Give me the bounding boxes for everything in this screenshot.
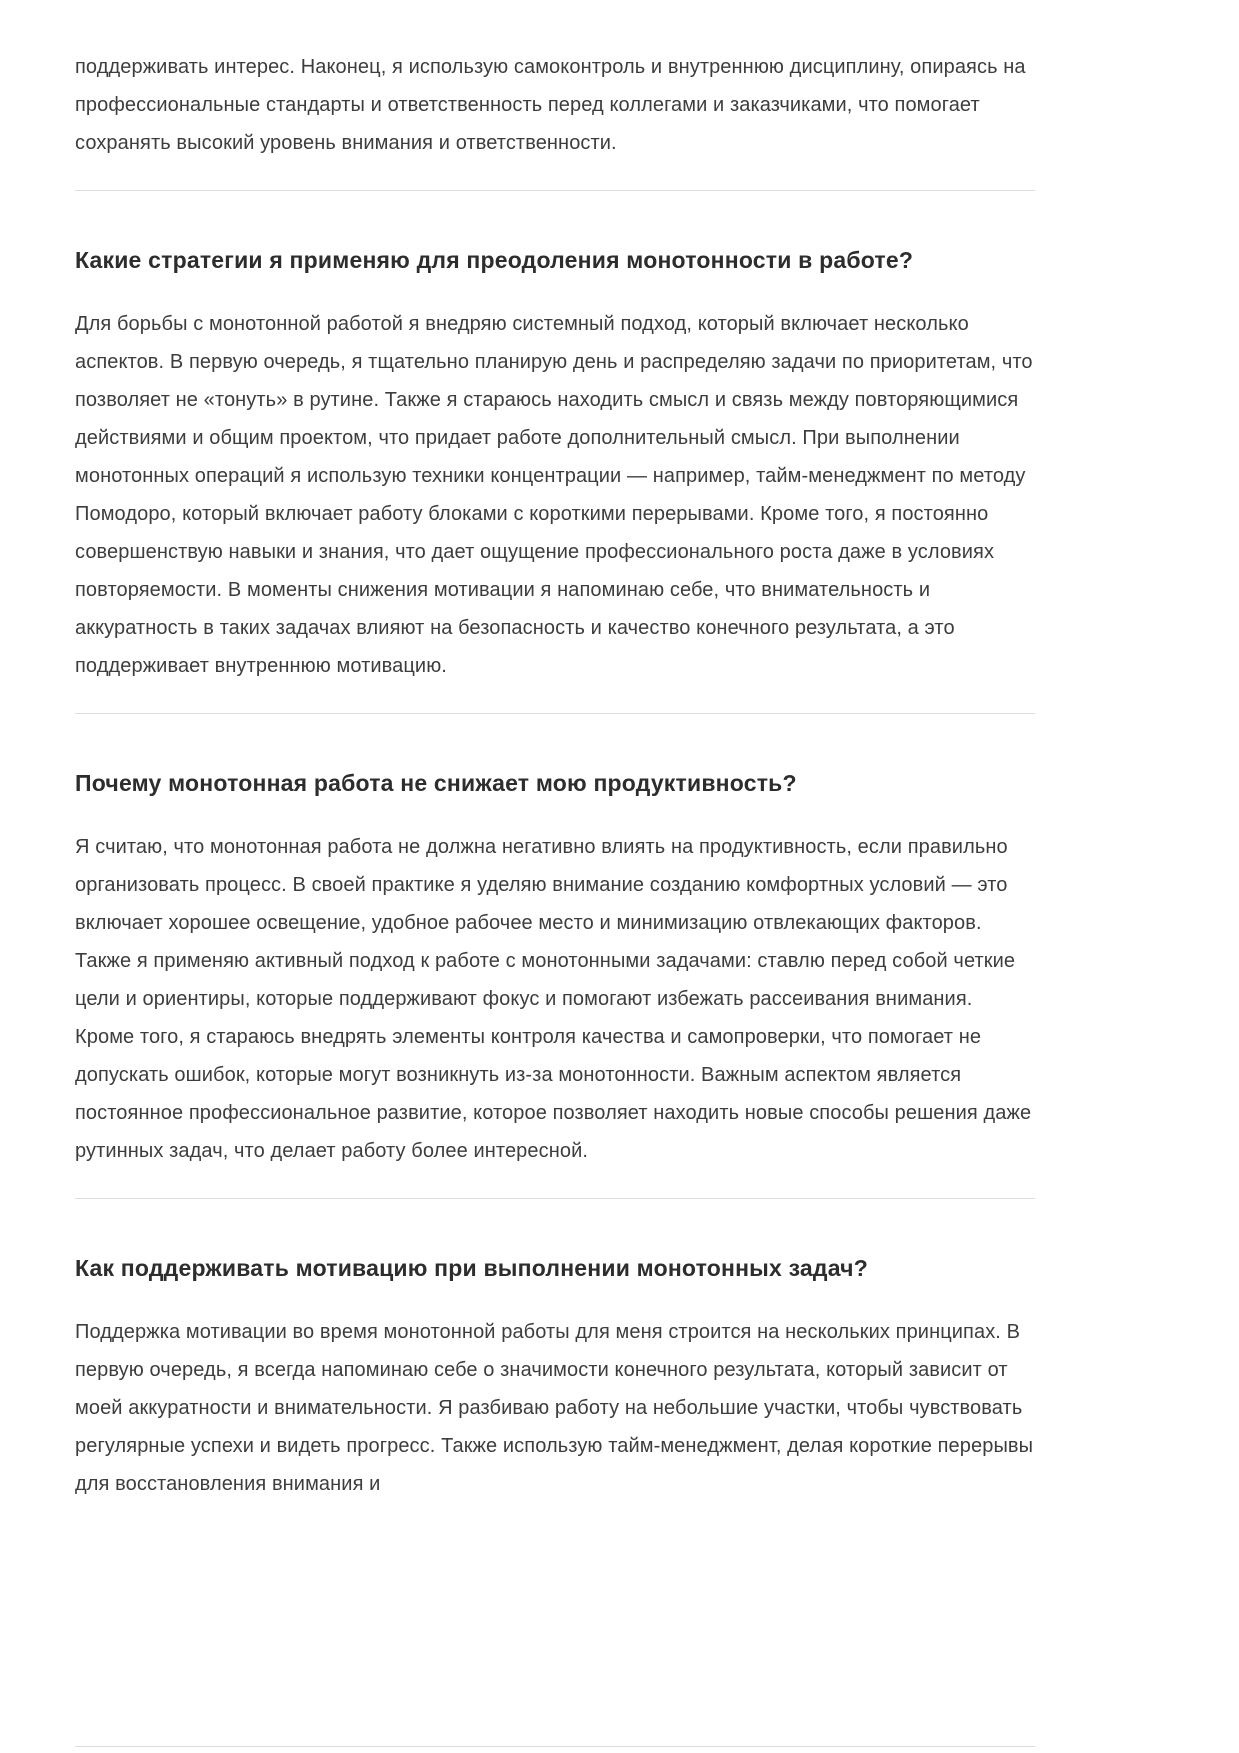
section-strategies	[75, 245, 1035, 685]
section-paragraph: Для борьбы с монотонной работой я внедряю системный подход, который включает несколько аспектов. В первую очередь, я тщательно планирую день и распределяю задачи по приоритетам, что позволяет не «тонуть» в рутине. Также я стараюсь находить смысл и связь между повторяющимися действиями и общим проектом, что придает работе дополнительный смысл. При выполнении монотонных операций я использую техники концентрации — например, тайм-менеджмент по методу Помодоро, который включает работу блоками с короткими перерывами. Кроме того, я постоянно совершенствую навыки и знания, что дает ощущение профессионального роста даже в условиях повторяемости. В моменты снижения мотивации я напоминаю себе, что внимательность и аккуратность в таких задачах влияют на безопасность и качество конечного результата, а это поддерживает внутреннюю мотивацию.	[75, 313, 1033, 677]
section-heading: Какие стратегии я применяю для преодоления монотонности в работе?	[75, 247, 914, 273]
intro-paragraph: поддерживать интерес. Наконец, я использую самоконтроль и внутреннюю дисциплину, опираясь на профессиональные стандарты и ответственность перед коллегами и заказчиками, что помогает сохранять высокий уровень внимания и ответственности.	[75, 56, 1026, 154]
bottom-divider	[75, 1746, 1035, 1747]
section-paragraph: Я считаю, что монотонная работа не должна негативно влиять на продуктивность, если правильно организовать процесс. В своей практике я уделяю внимание созданию комфортных условий — это включает хорошее освещение, удобное рабочее место и минимизацию отвлекающих факторов. Также я применяю активный подход к работе с монотонными задачами: ставлю перед собой четкие цели и ориентиры, которые поддерживают фокус и помогают избежать рассеивания внимания. Кроме того, я стараюсь внедрять элементы контроля качества и самопроверки, что помогает не допускать ошибок, которые могут возникнуть из-за монотонности. Важным аспектом является постоянное профессиональное развитие, которое позволяет находить новые способы решения даже рутинных задач, что делает работу более интересной.	[75, 836, 1032, 1162]
section-heading: Как поддерживать мотивацию при выполнении монотонных задач?	[75, 1255, 868, 1281]
section-productivity	[75, 768, 1035, 1170]
section-heading: Почему монотонная работа не снижает мою продуктивность?	[75, 770, 797, 796]
section-divider	[75, 1198, 1035, 1199]
section-divider	[75, 190, 1035, 191]
section-paragraph: Поддержка мотивации во время монотонной работы для меня строится на нескольких принципах. В первую очередь, я всегда напоминаю себе о значимости конечного результата, который зависит от моей аккуратности и внимательности. Я разбиваю работу на небольшие участки, чтобы чувствовать регулярные успехи и видеть прогресс. Также использую тайм-менеджмент, делая короткие перерывы для восстановления внимания и	[75, 1321, 1034, 1495]
section-motivation	[75, 1253, 1035, 1503]
section-divider	[75, 713, 1035, 714]
